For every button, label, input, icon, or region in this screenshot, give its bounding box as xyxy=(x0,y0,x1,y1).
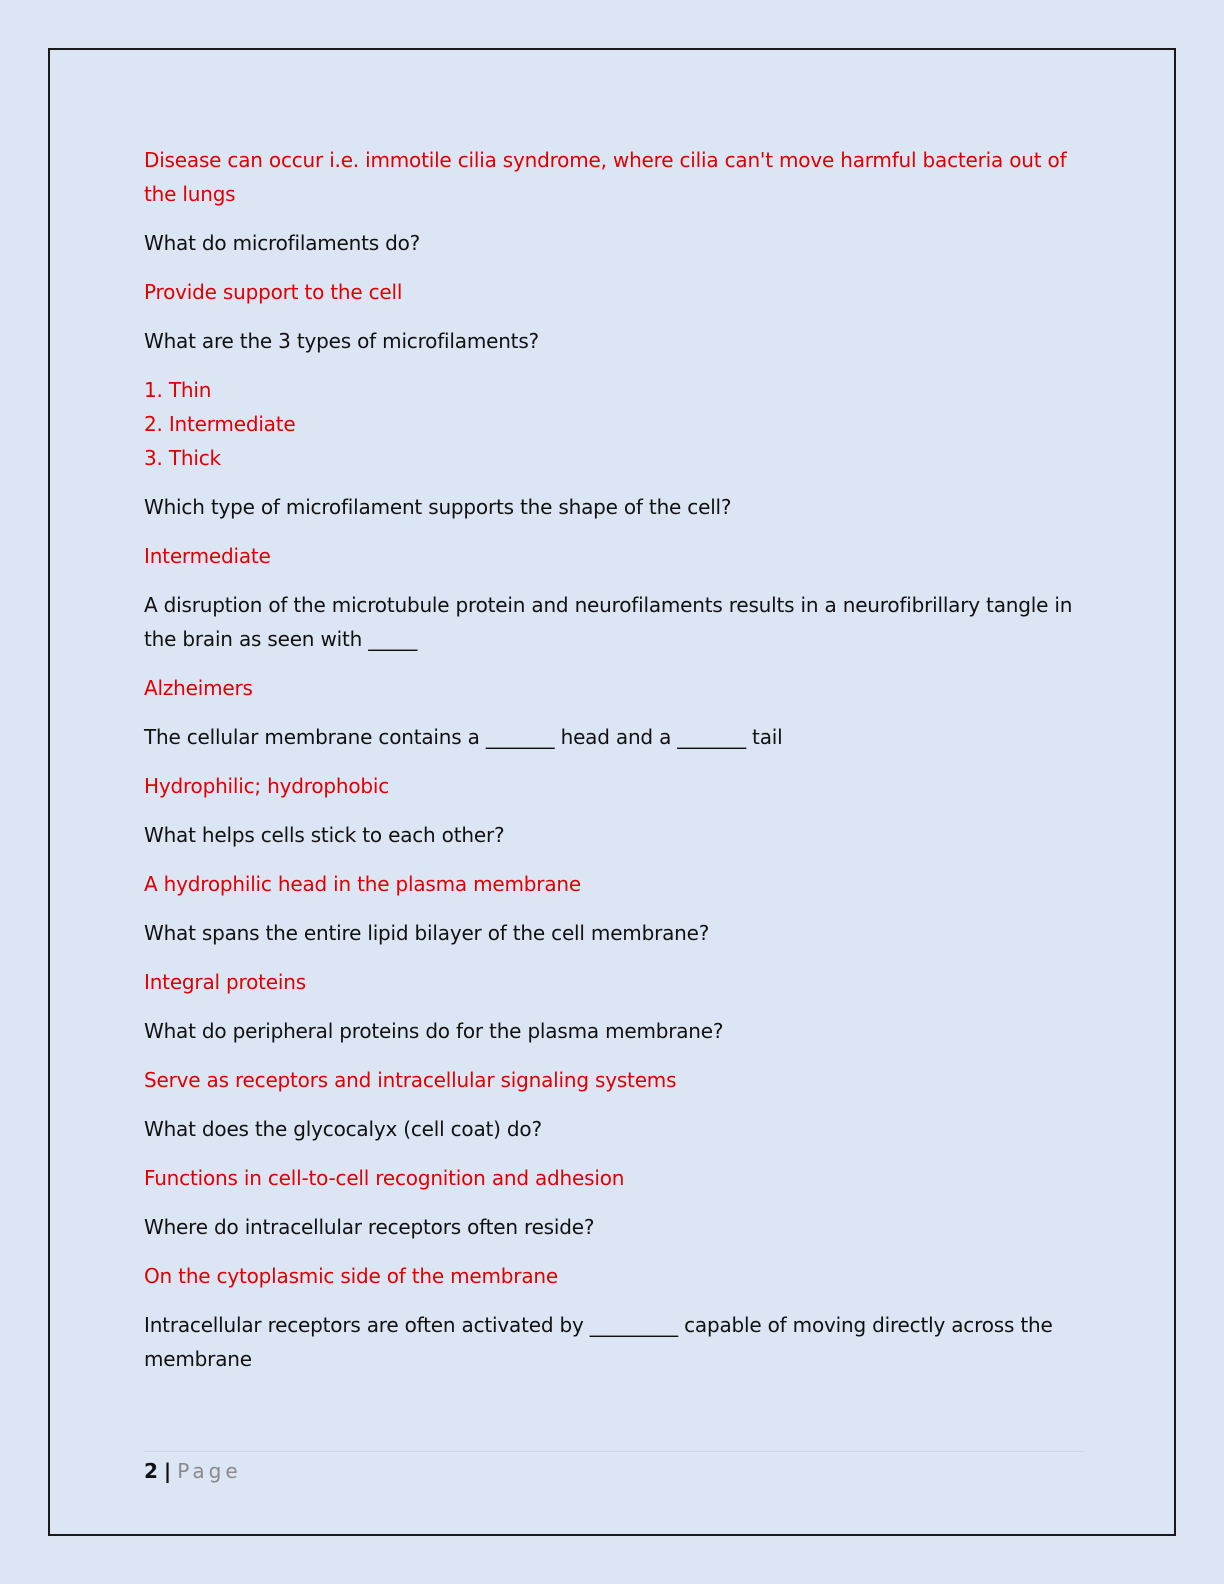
page-number: 2 xyxy=(144,1459,158,1483)
page-footer xyxy=(144,1451,1084,1487)
list-item: 1. Thin xyxy=(144,378,212,402)
question-text: What does the glycocalyx (cell coat) do? xyxy=(144,1117,542,1141)
answer-text: Alzheimers xyxy=(144,676,253,700)
microfilament-types-list xyxy=(144,373,1084,475)
answer-text: Hydrophilic; hydrophobic xyxy=(144,774,390,798)
answer-text: Intermediate xyxy=(144,544,271,568)
question-text: What spans the entire lipid bilayer of the cell membrane? xyxy=(144,921,710,945)
answer-text: Functions in cell-to-cell recognition and adhesion xyxy=(144,1166,625,1190)
page-indicator xyxy=(144,1454,242,1488)
answer-text: On the cytoplasmic side of the membrane xyxy=(144,1264,558,1288)
question-text: What do peripheral proteins do for the plasma membrane? xyxy=(144,1019,724,1043)
question-text: What helps cells stick to each other? xyxy=(144,823,505,847)
document-body xyxy=(144,143,1084,1391)
answer-text: Disease can occur i.e. immotile cilia syndrome, where cilia can't move harmful bacteria out of the lungs xyxy=(144,148,1067,206)
list-item: 2. Intermediate xyxy=(144,412,296,436)
question-text: What are the 3 types of microfilaments? xyxy=(144,329,539,353)
list-item: 3. Thick xyxy=(144,446,221,470)
question-text: Intracellular receptors are often activated by _________ capable of moving directly across the membrane xyxy=(144,1313,1053,1371)
question-text: Where do intracellular receptors often reside? xyxy=(144,1215,595,1239)
answer-text: Provide support to the cell xyxy=(144,280,403,304)
question-text: Which type of microfilament supports the shape of the cell? xyxy=(144,495,732,519)
page-label: Page xyxy=(177,1459,242,1483)
answer-text: Serve as receptors and intracellular signaling systems xyxy=(144,1068,677,1092)
question-text: What do microfilaments do? xyxy=(144,231,421,255)
footer-separator: | xyxy=(163,1459,172,1483)
answer-text: A hydrophilic head in the plasma membrane xyxy=(144,872,581,896)
answer-text: Integral proteins xyxy=(144,970,306,994)
question-text: A disruption of the microtubule protein and neurofilaments results in a neurofibrillary tangle in the brain as seen with _____ xyxy=(144,593,1073,651)
question-text: The cellular membrane contains a _______ head and a _______ tail xyxy=(144,725,783,749)
